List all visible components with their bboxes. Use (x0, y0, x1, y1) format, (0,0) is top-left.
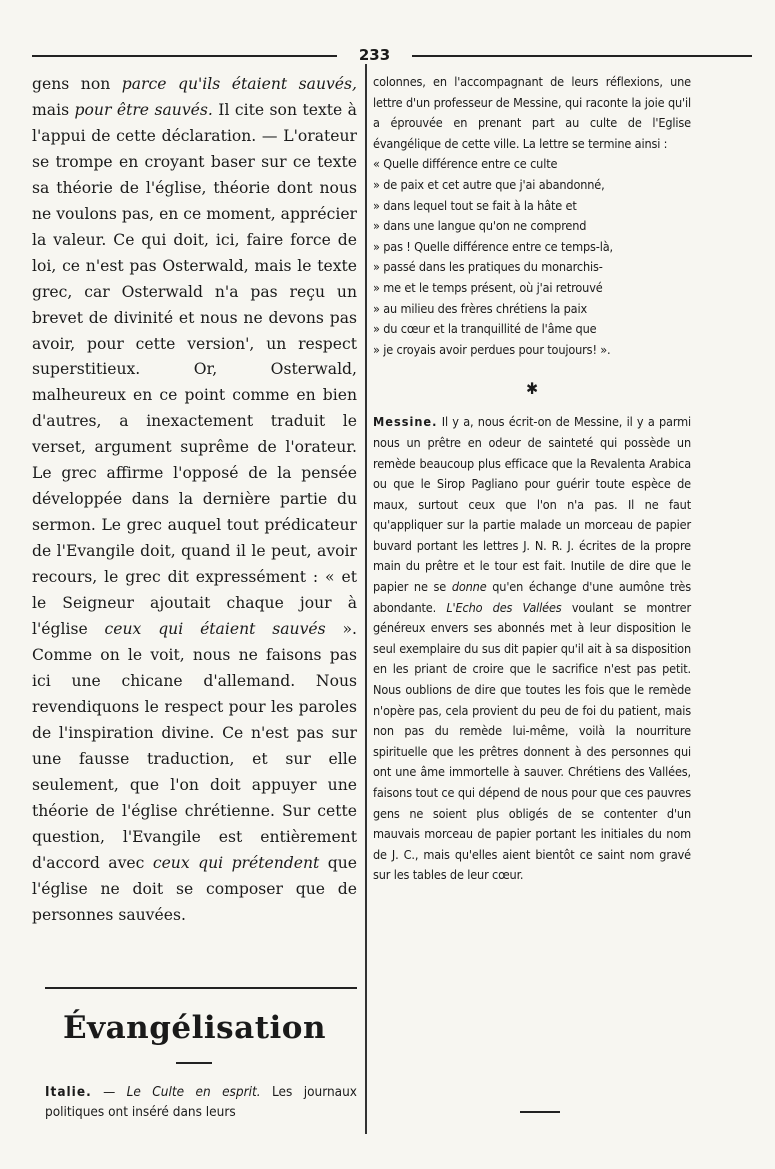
separator-star: ✱ (526, 379, 538, 399)
page-header (32, 44, 752, 66)
text-run: mais (32, 100, 75, 119)
quote-line: « Quelle différence entre ce culte (373, 156, 558, 172)
italic-run: pour être sauvés. (74, 100, 213, 119)
column-divider (365, 64, 367, 1134)
italie-paragraph (45, 1082, 357, 1122)
title-dash (176, 1062, 212, 1064)
page-number: 233 (358, 46, 391, 64)
italie-lead: Italie. (45, 1084, 92, 1100)
quote-line: » je croyais avoir perdues pour toujours! ». (373, 341, 611, 357)
quote-line: » passé dans les pratiques du monarchis- (373, 259, 603, 275)
italic-run: ceux qui prétendent (152, 853, 320, 872)
messine-lead: Messine. (373, 414, 438, 430)
italic-run: parce qu'ils étaient sauvés, (121, 75, 357, 93)
quote-line: » me et le temps présent, où j'ai retrouvé (373, 279, 603, 295)
text-run: Il cite son texte à l'appui de cette déclaration. — L'orateur se trompe en croyant baser sur ce texte sa théorie de l'église, théorie dont nous ne voulons pas, en ce moment, apprécier la valeur. Ce qui doit, ici, faire force de loi, ce n'est pas Osterwald, mais le texte grec, car Osterwald n'a pas reçu un brevet de divinité et nous ne devons pas avoir, pour cette version', un respect superstitieux. Or, Osterwald, malheureux en ce point comme en bien d'autres, a inexactement traduit le verset, argument suprême de l'orateur. Le grec affirme l'opposé de la pensée développée dans la dernière partie du sermon. Le grec auquel tout prédicateur de l'Evangile doit, quand il le peut, avoir recours, le grec dit expressément : « et le Seigneur ajoutait chaque jour à l'église (32, 100, 357, 639)
quote-line: » dans une langue qu'on ne comprend (373, 218, 587, 234)
text-run: gens non (32, 75, 122, 93)
header-rule-left (32, 55, 337, 57)
italic-run: donne (451, 579, 487, 595)
messine-paragraph (373, 412, 691, 886)
end-dash (520, 1111, 560, 1113)
header-rule-right (412, 55, 752, 57)
text-run: Il y a, nous écrit-on de Messine, il y a parmi nous un prêtre en odeur de sainteté qui possède un remède beaucoup plus efficace que la Revalenta Arabica ou que le Sirop Pagliano pour guérir toute espèce de maux, surtout ceux que l'on n'a pas. Il ne faut qu'appliquer sur la partie malade un morceau de papier buvard portant les lettres J. N. R. J. écrites de la propre main du prêtre et le tour est fait. Inutile de dire que le papier ne se (373, 414, 691, 595)
quote-line: » dans lequel tout se fait à la hâte et (373, 197, 577, 213)
text-run: qu'en échange d'une aumône très abondante. (373, 579, 691, 615)
text-run: ». Comme on le voit, nous ne faisons pas ici une chicane d'allemand. Nous revendiquons le respect pour les paroles de l'inspiration divine. Ce n'est pas sur une fausse traduction, et sur elle seulement, que l'on doit appuyer une théorie de l'église chrétienne. Sur cette question, l'Evangile est entièrement d'accord avec (32, 620, 357, 872)
italie-dash: — (91, 1084, 127, 1100)
quote-line: » pas ! Quelle différence entre ce temps-là, (373, 238, 613, 254)
left-column (32, 72, 357, 928)
section-title: Évangélisation (62, 1010, 327, 1046)
italie-text: Les journaux politiques ont inséré dans leurs (45, 1084, 357, 1120)
text-run: voulant se montrer généreux envers ses abonnés met à leur disposition le seul exemplaire du sus dit papier qu'il ait à sa disposition en les priant de croire que le sacrifice n'est pas petit. Nous oublions de dire que toutes les fois que le remède n'opère pas, cela provient du peu de foi du patient, mais non pas du remède lui-même, voilà la nourriture spirituelle que les prêtres donnent à des personnes qui ont une âme immortelle à sauver. Chrétiens des Vallées, faisons tout ce qui dépend de nous pour que ces pauvres gens ne soient plus obligés de se contenter d'un mauvais morceau de papier portant les initiales du nom de J. C., mais qu'elles aient bientôt ce saint nom gravé sur les tables de leur cœur. (373, 599, 691, 883)
italic-run: ceux qui étaient sauvés (104, 620, 326, 639)
quote-line: » de paix et cet autre que j'ai abandonné, (373, 176, 605, 192)
letter-quote (373, 154, 691, 360)
italie-subtitle: Le Culte en esprit. (126, 1084, 261, 1100)
left-paragraph (32, 72, 357, 928)
quote-line: » au milieu des frères chrétiens la paix (373, 300, 588, 316)
section-rule (45, 987, 357, 989)
text-run: que l'église ne doit se composer que de personnes sauvées. (32, 853, 358, 924)
right-column (373, 72, 691, 886)
right-intro: colonnes, en l'accompagnant de leurs réflexions, une lettre d'un professeur de Messine, qui raconte la joie qu'il a éprouvée en prenant part au culte de l'Eglise évangélique de cette ville. La lettre se termine ainsi : (373, 74, 691, 151)
quote-line: » du cœur et la tranquillité de l'âme que (373, 321, 597, 337)
italic-run: L'Echo des Vallées (446, 599, 562, 615)
